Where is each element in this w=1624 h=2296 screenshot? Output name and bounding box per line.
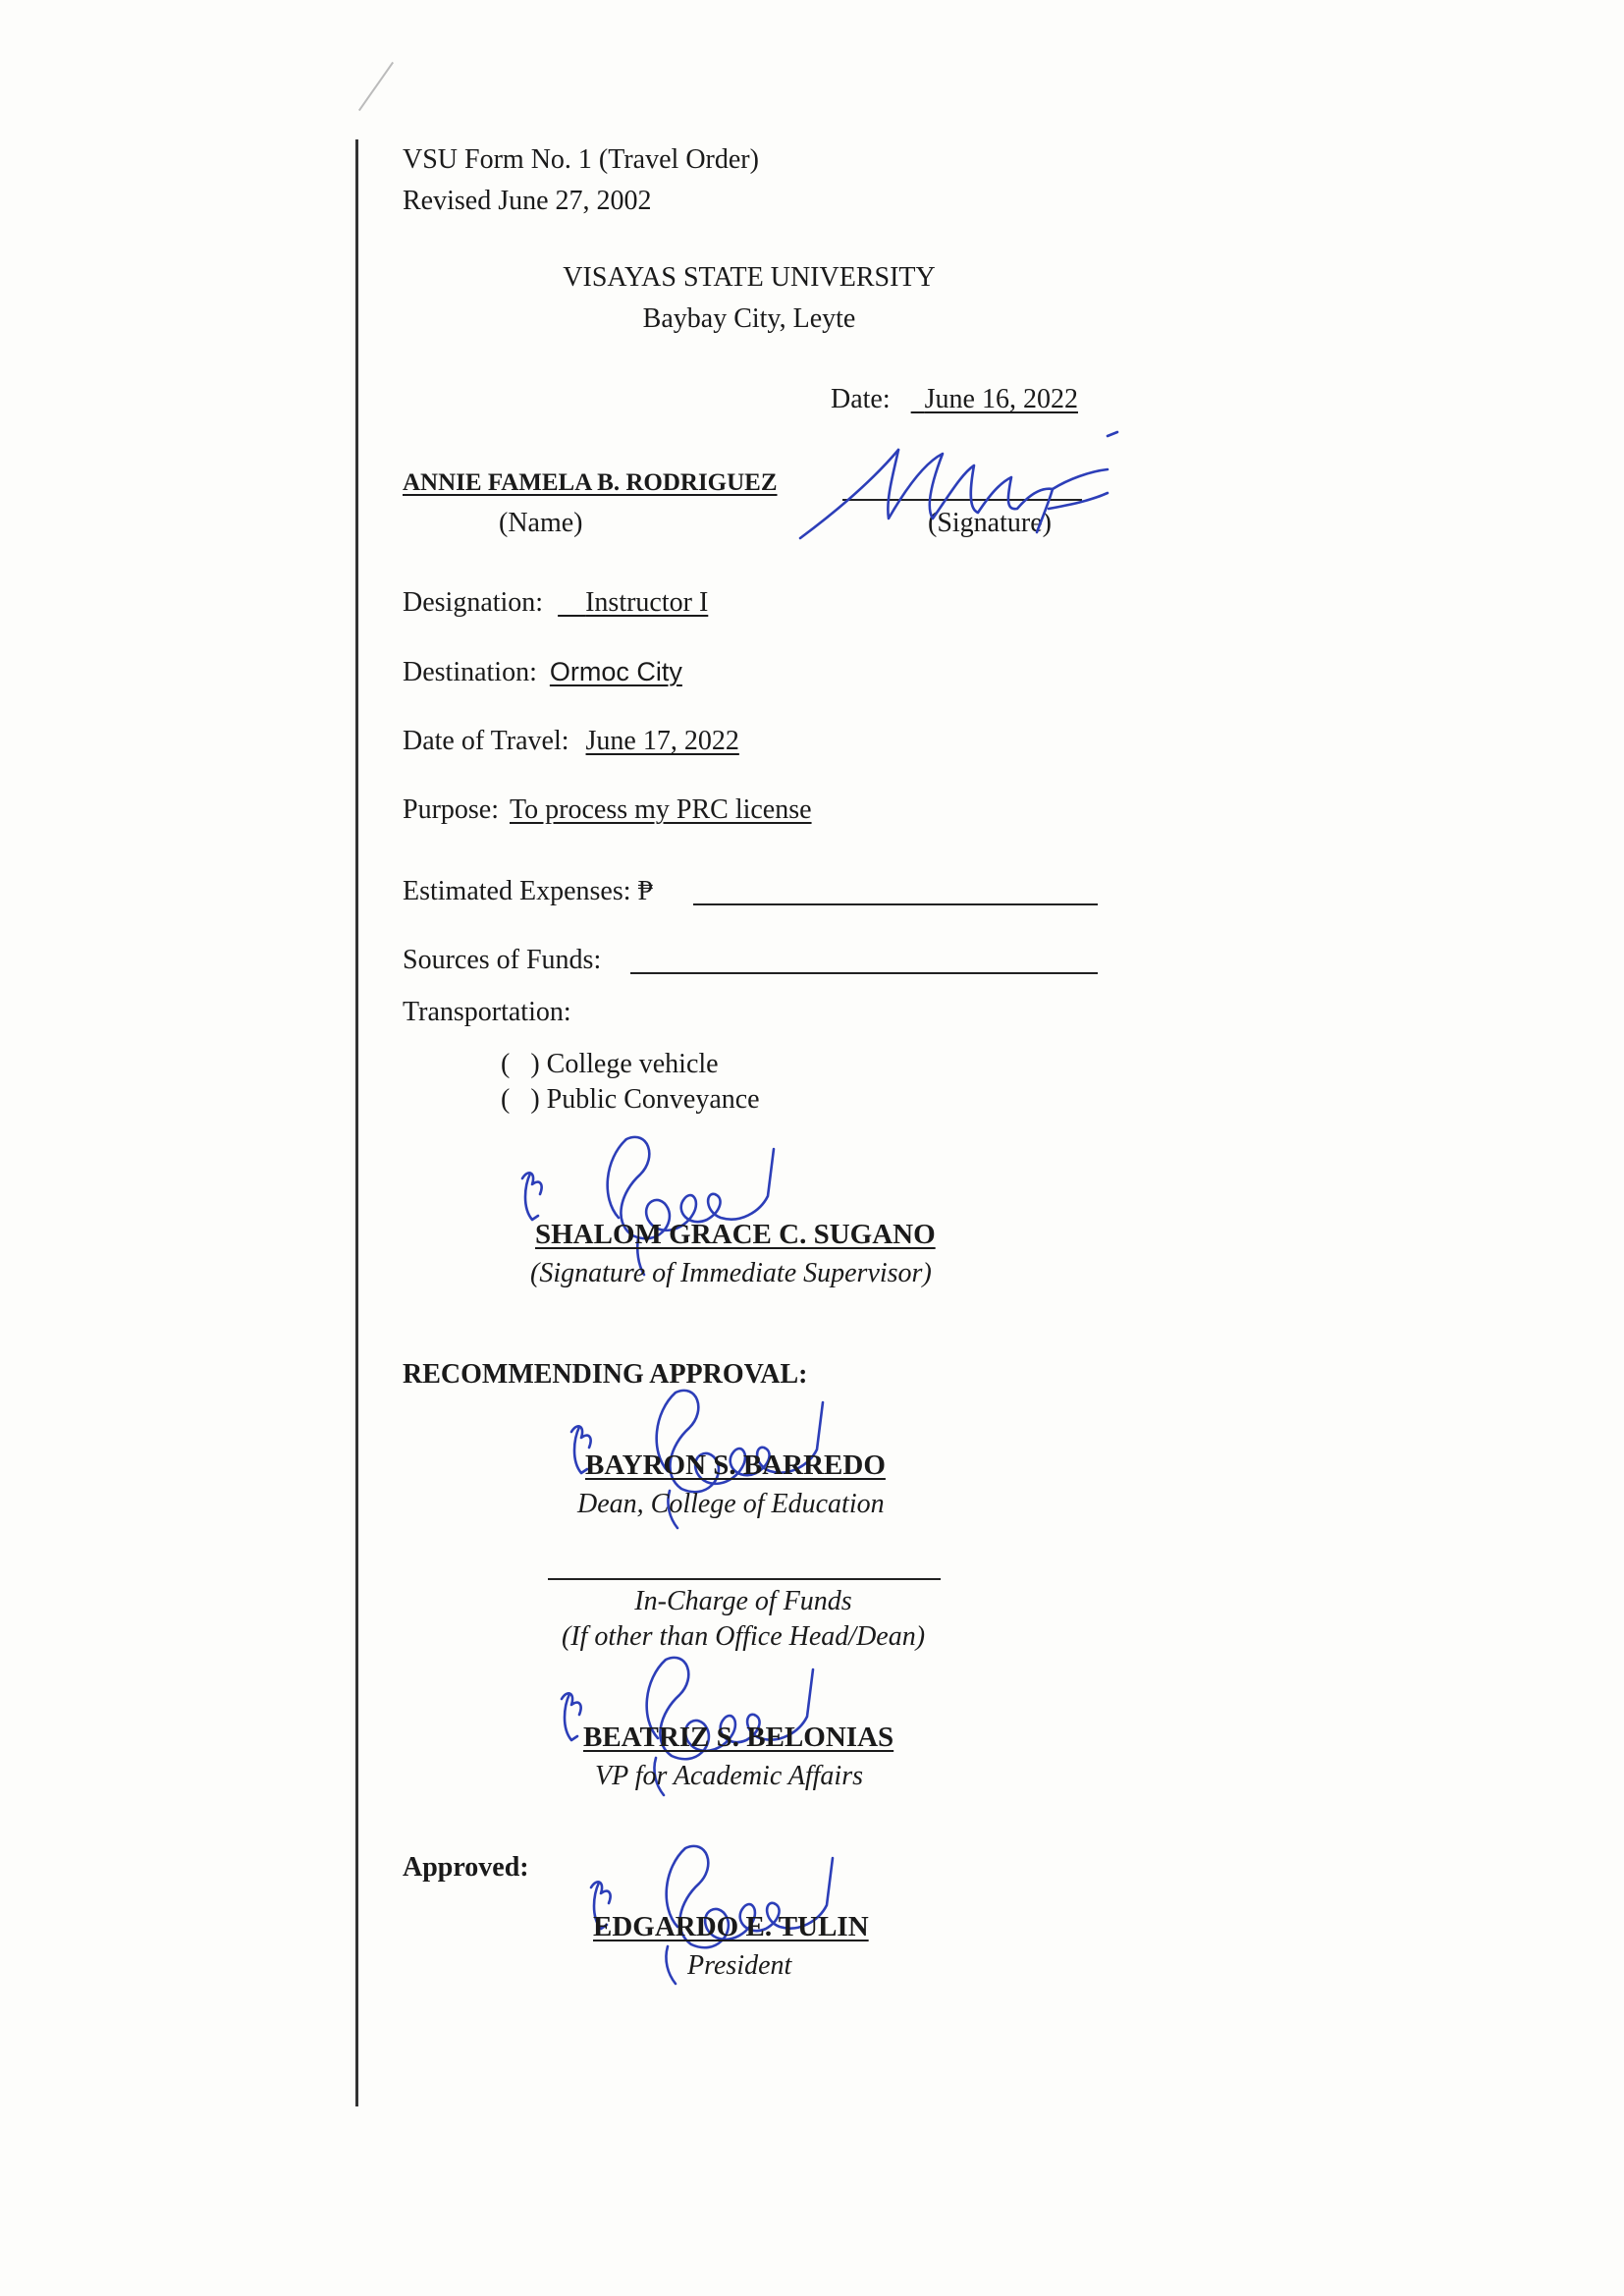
dean-name: BAYRON S. BARREDO bbox=[585, 1449, 886, 1481]
college-vehicle-label: College vehicle bbox=[546, 1049, 719, 1079]
checkbox-public: ( ) bbox=[501, 1084, 540, 1115]
destination-row bbox=[403, 655, 682, 689]
purpose-label: Purpose: bbox=[403, 794, 499, 825]
date-row bbox=[831, 383, 1078, 416]
destination-label: Destination: bbox=[403, 657, 537, 687]
dean-title: Dean, College of Education bbox=[577, 1489, 885, 1519]
applicant-signature bbox=[795, 422, 1119, 550]
approved-heading: Approved: bbox=[403, 1852, 529, 1883]
university-location: Baybay City, Leyte bbox=[642, 303, 856, 334]
public-conveyance-label: Public Conveyance bbox=[546, 1084, 760, 1115]
form-number: VSU Form No. 1 (Travel Order) bbox=[403, 144, 759, 175]
applicant-name: ANNIE FAMELA B. RODRIGUEZ bbox=[403, 469, 778, 496]
estimated-expenses-line bbox=[693, 903, 1098, 905]
destination-value: Ormoc City bbox=[549, 657, 682, 686]
name-caption: (Name) bbox=[499, 508, 583, 538]
corner-mark bbox=[358, 62, 394, 111]
in-charge-line2: (If other than Office Head/Dean) bbox=[561, 1621, 926, 1652]
supervisor-caption: (Signature of Immediate Supervisor) bbox=[530, 1258, 932, 1288]
form-revised: Revised June 27, 2002 bbox=[403, 186, 652, 216]
date-of-travel-row bbox=[403, 725, 739, 758]
president-name: EDGARDO E. TULIN bbox=[593, 1911, 869, 1942]
designation-row bbox=[403, 586, 708, 620]
date-of-travel-value: June 17, 2022 bbox=[585, 726, 739, 756]
date-of-travel-label: Date of Travel: bbox=[403, 726, 569, 756]
in-charge-line1: In-Charge of Funds bbox=[634, 1586, 852, 1616]
designation-label: Designation: bbox=[403, 587, 544, 618]
date-label: Date: bbox=[831, 384, 891, 414]
president-title: President bbox=[687, 1950, 792, 1981]
university-name: VISAYAS STATE UNIVERSITY bbox=[563, 262, 936, 293]
signature-caption: (Signature) bbox=[928, 508, 1052, 538]
date-value: June 16, 2022 bbox=[924, 384, 1078, 414]
vp-name: BEATRIZ S. BELONIAS bbox=[583, 1722, 894, 1753]
sources-of-funds-label: Sources of Funds: bbox=[403, 945, 602, 975]
recommending-approval-heading: RECOMMENDING APPROVAL: bbox=[403, 1359, 808, 1390]
transport-option-public bbox=[501, 1083, 760, 1117]
sources-of-funds-line bbox=[630, 972, 1098, 974]
supervisor-name: SHALOM GRACE C. SUGANO bbox=[535, 1219, 936, 1250]
transport-option-college bbox=[501, 1048, 719, 1081]
supervisor-signature bbox=[511, 1129, 805, 1277]
in-charge-signature-line bbox=[548, 1578, 941, 1580]
left-margin-line bbox=[355, 139, 358, 2106]
purpose-row bbox=[403, 793, 812, 827]
purpose-value: To process my PRC license bbox=[510, 794, 812, 825]
transportation-label: Transportation: bbox=[403, 997, 571, 1027]
checkbox-college: ( ) bbox=[501, 1049, 540, 1079]
designation-value: Instructor I bbox=[585, 587, 709, 618]
estimated-expenses-label: Estimated Expenses: ₱ bbox=[403, 876, 654, 906]
vp-title: VP for Academic Affairs bbox=[595, 1761, 863, 1791]
